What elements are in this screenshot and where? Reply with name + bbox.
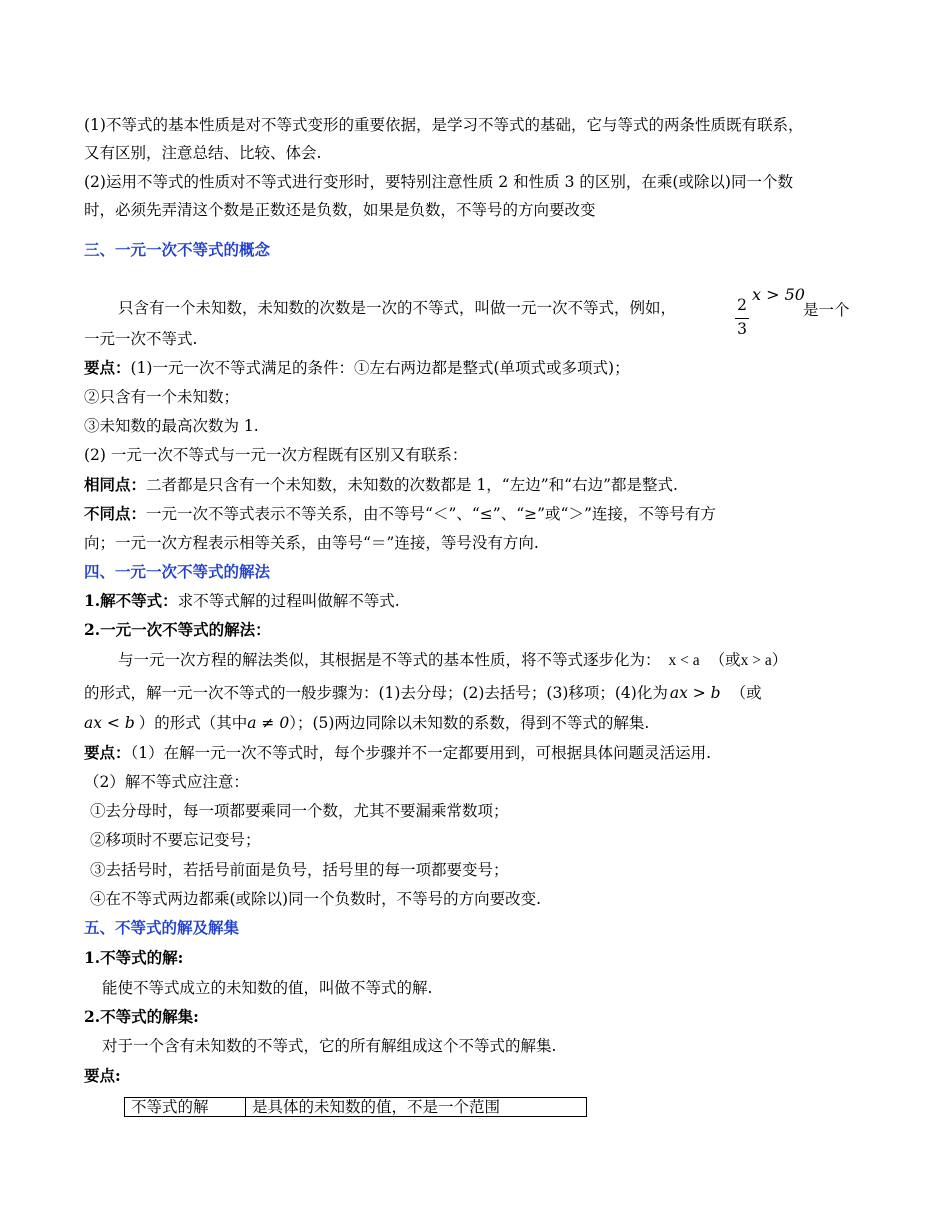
comparison-table — [124, 1097, 587, 1117]
paragraph-line: 又有区别，注意总结、比较、体会. — [84, 144, 322, 162]
same-point-label: 相同点： — [84, 475, 147, 494]
math-ax-less-b: ax < b — [84, 714, 135, 732]
key-points-line — [84, 743, 711, 763]
table-cell: 是具体的未知数的值，不是一个范围 — [246, 1098, 587, 1117]
list-item: ②只含有一个未知数； — [84, 388, 240, 406]
table-row — [125, 1098, 587, 1117]
or-text: （或 — [709, 651, 741, 669]
math-inequality: x > 50 — [752, 285, 805, 304]
list-item: ②移项时不要忘记变号； — [90, 831, 261, 849]
math-a-not-zero: a ≠ 0 — [247, 714, 290, 732]
or-text: （或 — [730, 684, 762, 702]
method-text: 与一元一次方程的解法类似，其根据是不等式的基本性质，将不等式逐步化为： — [118, 651, 661, 669]
solve-def-line — [84, 591, 400, 611]
fraction-bar — [735, 318, 749, 319]
section-3-heading: 三、一元一次不等式的概念 — [84, 240, 271, 259]
key-points-line — [84, 1066, 121, 1086]
method-label: 2.一元一次不等式的解法： — [84, 620, 271, 639]
fraction-denominator: 3 — [737, 320, 747, 338]
table-cell: 不等式的解 — [125, 1098, 246, 1117]
method-heading — [84, 620, 271, 640]
section-5-heading: 五、不等式的解及解集 — [84, 918, 240, 937]
steps-rest: ）；(5)两边同除以未知数的系数，得到不等式的解集. — [289, 714, 650, 732]
key-points-label: 要点： — [84, 743, 131, 762]
solve-def-label: 1.解不等式： — [84, 591, 178, 610]
fraction-numerator: 2 — [737, 296, 747, 314]
math-x-less-a: x < a — [668, 652, 700, 669]
list-item: (2) 一元一次不等式与一元一次方程既有区别又有联系： — [84, 446, 468, 464]
definition-tail: 是一个 — [803, 301, 850, 319]
solution-label-line — [84, 948, 183, 968]
solution-label: 1.不等式的解: — [84, 948, 184, 967]
key-points-line — [84, 358, 630, 378]
paragraph-line: (2)运用不等式的性质对不等式进行变形时，要特别注意性质 2 和性质 3 的区别，在乘(或除以)同一个数 — [84, 173, 793, 191]
same-point-text: 二者都是只含有一个未知数，未知数的次数都是 1，“左边”和“右边”都是整式. — [146, 476, 678, 494]
solve-def-text: 求不等式解的过程叫做解不等式. — [177, 592, 400, 610]
solution-set-label-line — [84, 1007, 199, 1027]
same-point-line — [84, 475, 678, 495]
math-ax-greater-b: ax > b — [669, 684, 721, 702]
key-points-text: （1）在解一元一次不等式时，每个步骤并不一定都要用到，可根据具体问题灵活运用. — [130, 744, 712, 762]
key-points-label: 要点： — [84, 358, 131, 377]
key-points-label: 要点: — [84, 1066, 121, 1085]
solution-set-text: 对于一个含有未知数的不等式，它的所有解组成这个不等式的解集. — [102, 1037, 557, 1055]
list-item: ③未知数的最高次数为 1. — [84, 417, 259, 435]
diff-point-label: 不同点： — [84, 504, 147, 523]
diff-point-text: 一元一次不等式表示不等关系，由不等号“＜”、“≤”、“≥”或“＞”连接，不等号有方 — [146, 505, 716, 523]
list-item: （2）解不等式应注意： — [84, 773, 249, 791]
list-item: ①去分母时，每一项都要乘同一个数，尤其不要漏乘常数项； — [90, 802, 509, 820]
list-item: ④在不等式两边都乘(或除以)同一个负数时，不等号的方向要改变. — [90, 890, 542, 908]
form-text: ）的形式（其中 — [138, 714, 248, 732]
close-paren: ） — [771, 651, 788, 669]
definition-line-2: 一元一次不等式. — [84, 330, 198, 348]
solution-text: 能使不等式成立的未知数的值，叫做不等式的解. — [102, 979, 433, 997]
paragraph-line: 时，必须先弄清这个数是正数还是负数，如果是负数，不等号的方向要改变 — [84, 201, 596, 219]
method-line-1 — [118, 650, 787, 671]
steps-text: 的形式，解一元一次不等式的一般步骤为：(1)去分母；(2)去括号；(3)移项；(4)化为 — [84, 684, 668, 702]
list-item: ③去括号时，若括号前面是负号，括号里的每一项都要变号； — [90, 861, 509, 879]
definition-line: 只含有一个未知数，未知数的次数是一次的不等式，叫做一元一次不等式，例如， — [118, 299, 677, 317]
paragraph-line: (1)不等式的基本性质是对不等式变形的重要依据，是学习不等式的基础，它与等式的两条性质既有联系， — [84, 116, 804, 134]
diff-point-line — [84, 504, 716, 524]
solution-set-label: 2.不等式的解集: — [84, 1007, 199, 1026]
math-x-greater-a: x > a — [740, 652, 772, 669]
method-line-3 — [84, 713, 649, 733]
diff-point-line-2: 向；一元一次方程表示相等关系，由等号“＝”连接，等号没有方向. — [84, 534, 539, 552]
key-points-text: (1)一元一次不等式满足的条件：①左右两边都是整式(单项式或多项式)； — [130, 359, 630, 377]
section-4-heading: 四、一元一次不等式的解法 — [84, 562, 271, 581]
method-line-2 — [84, 683, 762, 703]
